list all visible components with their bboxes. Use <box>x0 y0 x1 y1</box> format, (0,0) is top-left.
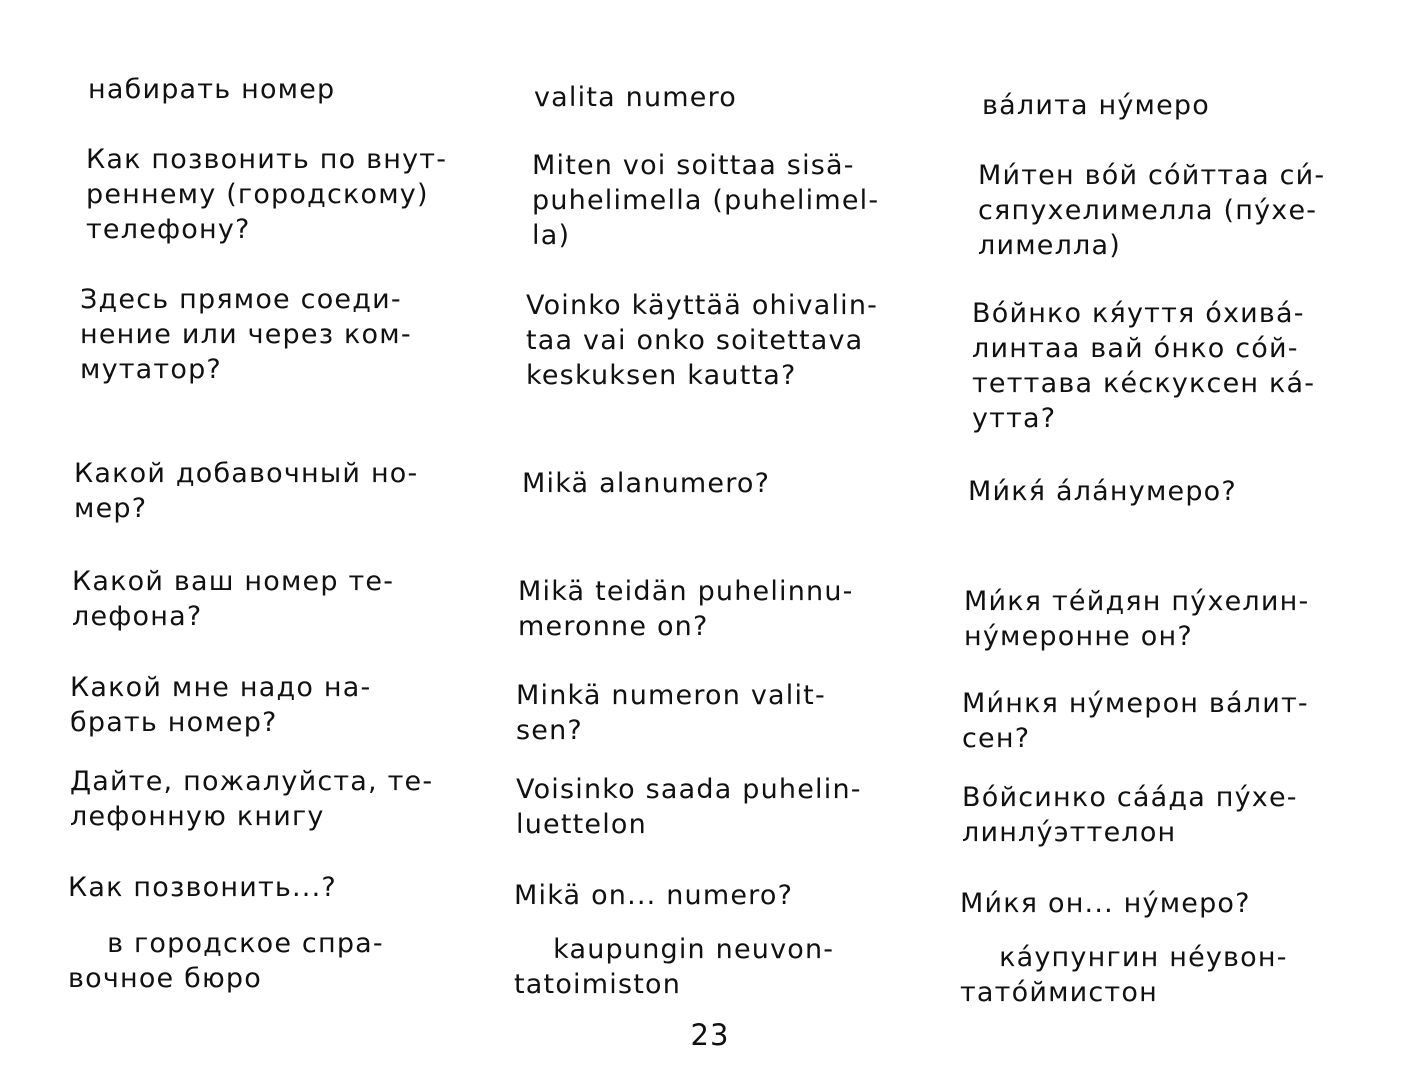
finnish-phrase: Voinko käyttää ohivalin- taa vai onko soitettava keskuksen kautta? <box>526 290 879 391</box>
finnish-phrase: Mikä alanumero? <box>522 468 771 499</box>
russian-phrase: Какой ваш номер те- лефона? <box>72 566 395 632</box>
transliteration: ва́лита ну́меро <box>982 90 1210 121</box>
page-number: 23 <box>690 1018 730 1052</box>
russian-phrase: Дайте, пожалуйста, те- лефонную книгу <box>70 766 434 832</box>
finnish-phrase: Voisinko saada puhelin- luettelon <box>516 774 862 840</box>
finnish-phrase: Mikä on... numero? <box>514 880 794 911</box>
transliteration: Ми́кя те́йдян пу́хелин- ну́меронне он? <box>964 586 1310 652</box>
russian-phrase: Как позвонить...? <box>68 872 337 903</box>
transliteration: ка́упунгин не́увон- тато́ймистон <box>960 942 1288 1008</box>
finnish-phrase: Miten voi soittaa sisä- puhelimella (puhelimel- la) <box>532 150 880 251</box>
russian-phrase: Здесь прямое соеди- нение или через ком- мутатор? <box>80 284 412 385</box>
russian-phrase: в городское спра- вочное бюро <box>68 928 384 994</box>
russian-phrase: Как позвонить по внут- реннему (городскому) телефону? <box>86 144 448 245</box>
russian-phrase: Какой добавочный но- мер? <box>74 458 419 524</box>
transliteration: Ми́кя он... ну́меро? <box>960 888 1251 919</box>
transliteration: Ми́тен во́й со́йттаа си́- сяпухелимелла (пу́хе- лимелла) <box>978 160 1326 261</box>
transliteration: Во́йнко кя́уття о́хива́- линтаа вай о́нко со́й- теттава ке́скуксен ка́- утта? <box>972 298 1316 434</box>
finnish-phrase: kaupungin neuvon- tatoimiston <box>514 934 835 1000</box>
transliteration: Ми́нкя ну́мерон ва́лит- сен? <box>962 688 1309 754</box>
russian-phrase: набирать номер <box>88 74 336 105</box>
transliteration: Во́йсинко са́а́да пу́хе- линлу́эттелон <box>962 782 1298 848</box>
finnish-phrase: Mikä teidän puhelinnu- meronne on? <box>518 576 854 642</box>
finnish-phrase: Minkä numeron valit- sen? <box>516 680 826 746</box>
transliteration: Ми́кя́ а́ла́нумеро? <box>968 476 1237 507</box>
russian-phrase: Какой мне надо на- брать номер? <box>70 672 372 738</box>
finnish-phrase: valita numero <box>534 82 738 113</box>
